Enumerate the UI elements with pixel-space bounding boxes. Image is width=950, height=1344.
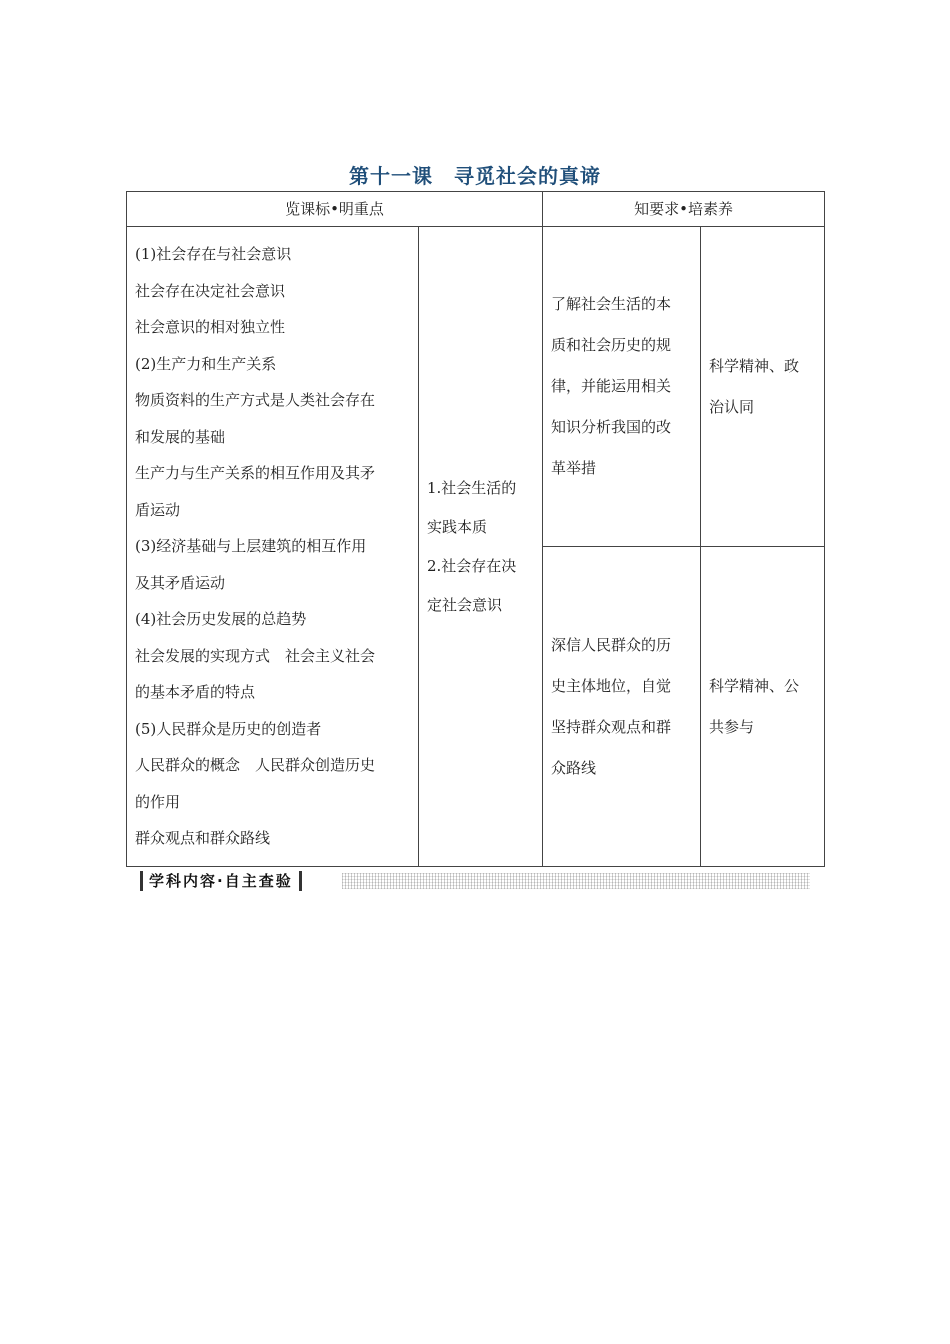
standard-line: 物质资料的生产方式是人类社会存在 [135,391,376,410]
literacy-line: 共参与 [709,717,755,736]
standard-line: 及其矛盾运动 [135,573,226,592]
key-point-line: 1.社会生活的 [427,478,517,497]
section-banner-label: 学科内容·自主查验 [140,871,302,891]
standard-line: 社会意识的相对独立性 [135,318,286,337]
curriculum-standards-cell [127,227,419,867]
literacy-cell [701,547,825,867]
header-curriculum-standards: 览课标•明重点 [127,192,543,227]
standard-line: (1)社会存在与社会意识 [135,245,292,264]
requirement-line: 质和社会历史的规 [551,336,672,354]
literacy-line: 科学精神、政 [709,356,800,375]
requirement-line: 史主体地位，自觉 [551,676,672,695]
key-points-cell [419,227,543,867]
standard-line: 群众观点和群众路线 [135,829,271,848]
requirement-line: 知识分析我国的改 [551,418,672,436]
requirement-line: 坚持群众观点和群 [551,717,672,736]
standard-line: 社会存在决定社会意识 [135,281,286,300]
key-point-line: 2.社会存在决 [427,556,517,575]
key-point-line: 定社会意识 [427,595,503,614]
requirement-line: 深信人民群众的历 [551,635,672,654]
literacy-cell [701,227,825,547]
standard-line: 的作用 [135,792,181,811]
standard-line: 生产力与生产关系的相互作用及其矛 [135,464,376,483]
overview-table [126,191,825,867]
requirement-cell [543,547,701,867]
standard-line: 的基本矛盾的特点 [135,683,256,702]
requirement-line: 了解社会生活的本 [551,295,672,313]
requirement-line: 律，并能运用相关 [551,377,672,395]
standard-line: 人民群众的概念 人民群众创造历史 [135,756,376,775]
section-banner-pattern [342,873,810,889]
header-requirements-literacy: 知要求•培素养 [543,192,825,227]
standard-line: (5)人民群众是历史的创造者 [135,719,322,738]
key-point-line: 实践本质 [427,517,488,536]
section-banner [140,871,810,891]
requirement-line: 众路线 [551,758,597,777]
requirement-line: 革举措 [551,459,597,477]
standard-line: 和发展的基础 [135,427,226,446]
lesson-title: 第十一课 寻觅社会的真谛 [349,164,601,188]
literacy-line: 治认同 [709,397,755,416]
standard-line: (2)生产力和生产关系 [135,354,277,373]
standard-line: 社会发展的实现方式 社会主义社会 [135,646,376,665]
standard-line: (3)经济基础与上层建筑的相互作用 [135,537,367,556]
standard-line: 盾运动 [135,500,181,519]
requirement-cell [543,227,701,547]
literacy-line: 科学精神、公 [709,676,800,695]
standard-line: (4)社会历史发展的总趋势 [135,610,307,629]
